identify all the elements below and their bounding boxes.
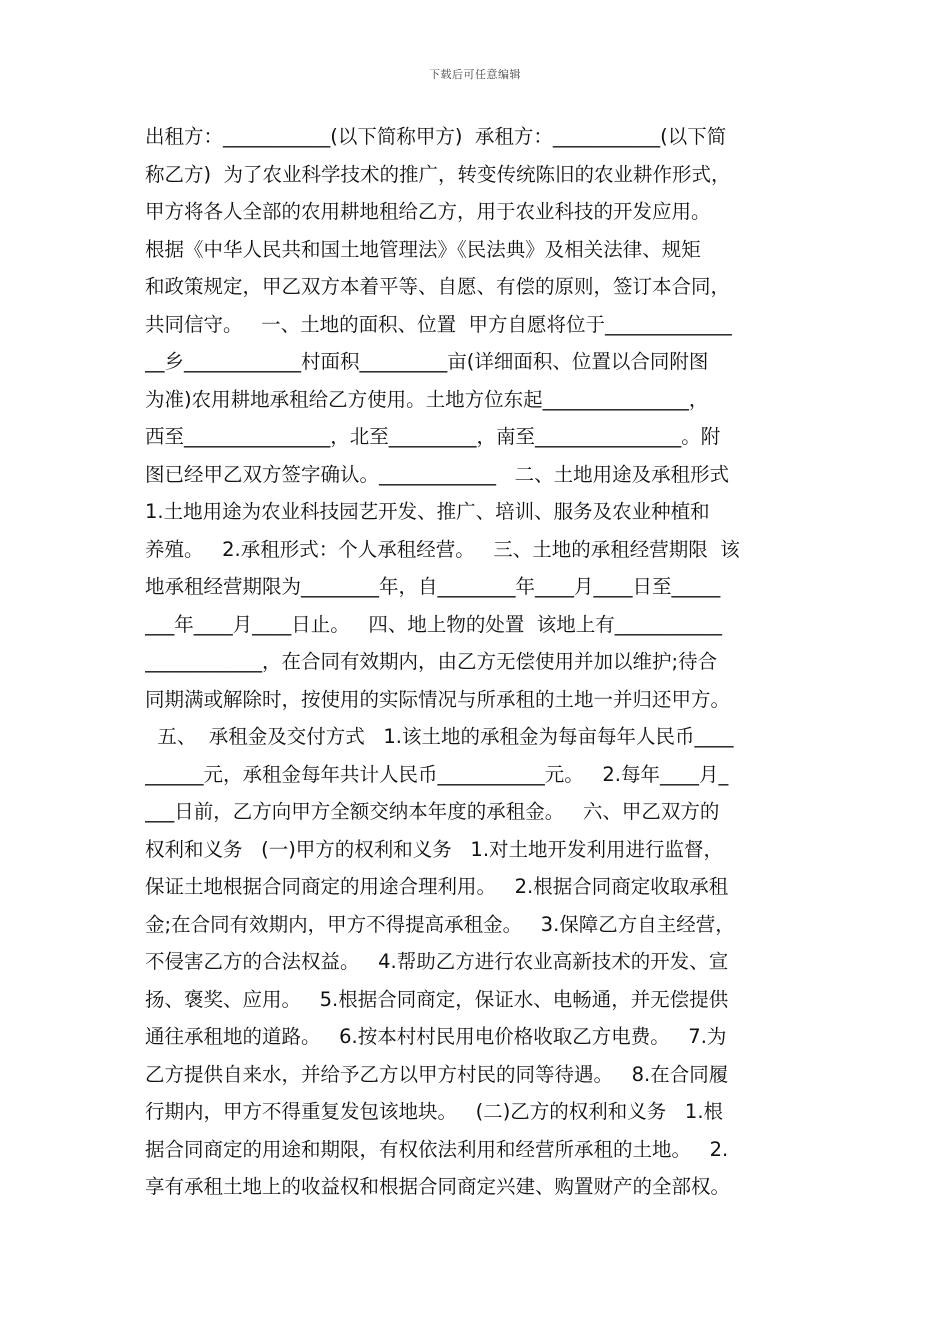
text-line: 西至_______________，北至_________，南至_______________。附 (145, 425, 721, 448)
text-line: 根据《中华人民共和国土地管理法》《民法典》及相关法律、规矩 (145, 237, 701, 261)
text-line: __乡____________村面积_________亩(详细面积、位置以合同附图 (145, 350, 709, 373)
contract-body (145, 118, 825, 1206)
text-line: 同期满或解除时，按使用的实际情况与所承租的土地一并归还甲方。 (145, 687, 731, 711)
text-line: 1.土地用途为农业科技园艺开发、推广、培训、服务及农业种植和 (145, 500, 710, 523)
text-line: 五、 承租金及交付方式 1.该土地的承租金为每亩每年人民币____ (145, 725, 734, 748)
text-line: 和政策规定，甲乙双方本着平等、自愿、有偿的原则，签订本合同， (145, 275, 731, 298)
text-line: 养殖。 2.承租形式：个人承租经营。 三、土地的承租经营期限 该 (145, 537, 740, 561)
text-line: ______元，承租金每年共计人民币___________元。 2.每年____月_ (145, 762, 729, 786)
text-line: 享有承租土地上的收益权和根据合同商定兴建、购置财产的全部权。 (145, 1175, 731, 1198)
text-line: 通往承租地的道路。 6.按本村村民用电价格收取乙方电费。 7.为 (145, 1025, 727, 1048)
text-line: 甲方将各人全部的农用耕地租给乙方，用于农业科技的开发应用。 (145, 200, 711, 223)
text-line: 不侵害乙方的合法权益。 4.帮助乙方进行农业高新技术的开发、宣 (145, 950, 729, 973)
text-line: 地承租经营期限为________年，自________年____月____日至_____ (145, 575, 721, 598)
text-line: 权利和义务 (一)甲方的权利和义务 1.对土地开发利用进行监督， (145, 837, 724, 861)
text-line: ___年____月____日止。 四、地上物的处置 该地上有___________ (145, 612, 722, 636)
text-line: 行期内，甲方不得重复发包该地块。 (二)乙方的权利和义务 1.根 (145, 1100, 724, 1123)
text-line: 金;在合同有效期内，甲方不得提高承租金。 3.保障乙方自主经营， (145, 912, 735, 936)
header-note: 下载后可任意编辑 (429, 68, 521, 81)
text-line: ____________，在合同有效期内，由乙方无偿使用并加以维护;待合 (145, 650, 718, 673)
text-line: 图已经甲乙双方签字确认。____________ 二、土地用途及承租形式 (145, 462, 730, 486)
text-line: 出租方：___________(以下简称甲方) 承租方：___________(以下简 (145, 125, 727, 148)
text-line: 共同信守。 一、土地的面积、位置 甲方自愿将位于_____________ (145, 312, 732, 336)
text-line: 扬、褒奖、应用。 5.根据合同商定，保证水、电畅通，并无偿提供 (145, 987, 729, 1011)
text-line: 乙方提供自来水，并给予乙方以甲方村民的同等待遇。 8.在合同履 (145, 1062, 729, 1086)
text-line: 保证土地根据合同商定的用途合理利用。 2.根据合同商定收取承租 (145, 875, 729, 898)
text-line: 据合同商定的用途和期限，有权依法利用和经营所承租的土地。 2. (145, 1137, 729, 1161)
text-line: 为准)农用耕地承租给乙方使用。土地方位东起_______________， (145, 387, 709, 411)
text-line: ___日前，乙方向甲方全额交纳本年度的承租金。 六、甲乙双方的 (145, 800, 720, 823)
text-line: 称乙方) 为了农业科学技术的推广，转变传统陈旧的农业耕作形式， (145, 162, 731, 186)
